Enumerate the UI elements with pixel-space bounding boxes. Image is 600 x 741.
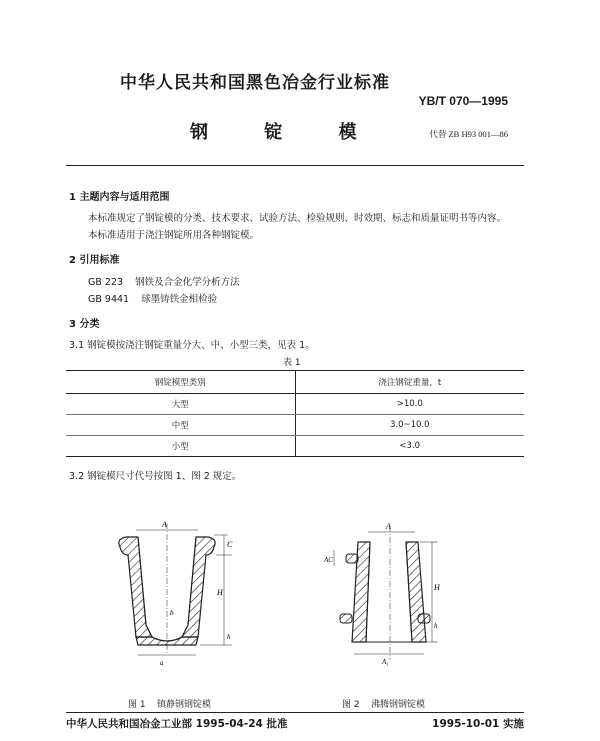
table-cell-weight: 3.0~10.0 [295,415,524,436]
table-row [66,415,524,436]
table-cell-weight: >10.0 [295,394,524,415]
label-c: C [227,540,233,549]
document-title: 钢 锭 模 [190,122,367,143]
label-a: A [386,522,391,531]
classification-table [66,371,524,457]
section-1-heading: 1 主题内容与适用范围 [69,192,170,203]
label-h: H [217,588,223,597]
approval-line: 中华人民共和国冶金工业部 1995-04-24 批准 [66,718,288,730]
table-row [66,436,524,457]
replaces-standard: 代替 ZB H93 001—86 [429,129,508,139]
reference-gb9441: GB 9441 球墨铸铁金相检验 [88,294,218,305]
section-1-paragraph-2: 本标准适用于浇注钢锭所用各种钢锭模。 [88,230,260,241]
figure-2-caption: 图 2 沸腾钢钢锭模 [342,700,426,710]
table-cell-type: 中型 [66,415,295,436]
label-a1: A₁ [382,658,389,666]
header-divider [66,165,524,166]
label-small-h: h [227,633,231,641]
lower-left-lug [340,614,352,623]
table-cell-type: 小型 [66,436,295,457]
label-small-b: b [170,609,174,617]
right-wall [182,537,215,637]
label-h: H [434,583,440,592]
section-1-paragraph-1: 本标准规定了钢锭模的分类、技术要求、试验方法、检验规则、时效期、标志和质量证明书等内容。 [88,213,507,224]
table-row [66,394,524,415]
label-a: A [162,520,167,529]
clause-3-1: 3.1 钢锭模按浇注钢锭重量分大、中、小型三类，见表 1。 [69,340,315,351]
standard-code: YB/T 070—1995 [418,94,508,108]
lower-right-lug [418,614,430,623]
issuing-organization: 中华人民共和国黑色冶金行业标准 [120,73,390,93]
table-cell-weight: <3.0 [295,436,524,457]
label-ac: AC [324,556,333,564]
effective-date: 1995-10-01 实施 [432,718,524,730]
table-header-type: 钢锭模型类别 [66,371,295,394]
clause-3-2: 3.2 钢锭模尺寸代号按图 1、图 2 规定。 [69,471,242,482]
upper-left-lug [346,554,358,563]
figure-1-caption: 图 1 镇静钢钢锭模 [128,700,212,710]
footer-divider [66,712,524,713]
label-small-h: h [434,622,438,630]
figure-1-drawing [108,515,238,675]
cavity-outline [366,542,412,642]
left-wall [119,537,152,637]
label-small-a: a [160,659,164,667]
table-1-caption: 表 1 [283,358,301,368]
table-header-weight: 浇注钢锭重量，t [295,371,524,394]
reference-gb223: GB 223 钢铁及合金化学分析方法 [88,277,240,288]
figure-2-drawing [320,520,450,675]
section-2-heading: 2 引用标准 [69,255,120,266]
section-3-heading: 3 分类 [69,319,100,330]
table-cell-type: 大型 [66,394,295,415]
